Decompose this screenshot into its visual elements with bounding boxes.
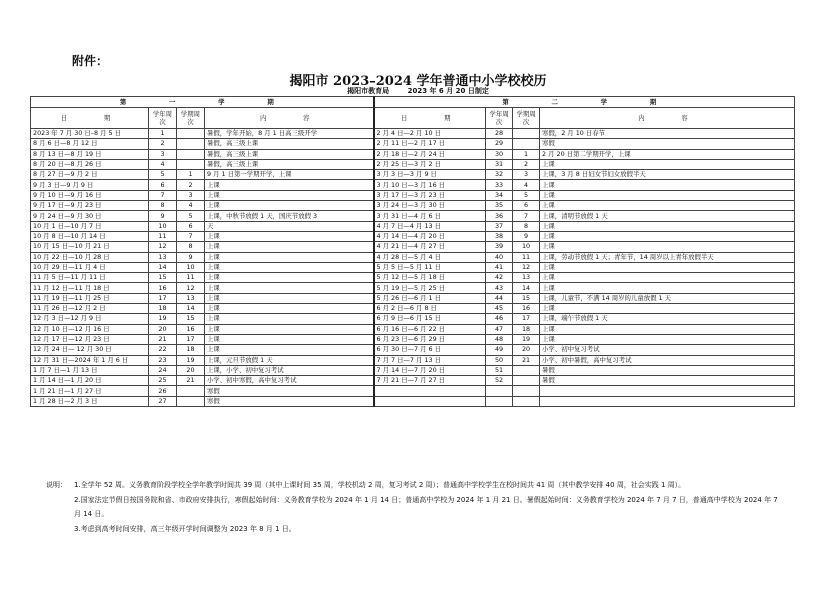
- column-header-row: [31, 108, 795, 129]
- s1-date-cell: 11 月 19 日—11 月 25 日: [31, 293, 149, 303]
- s1-year-week-cell: 7: [149, 190, 177, 200]
- s1-date-cell: 1 月 21 日—1 月 27 日: [31, 386, 149, 396]
- s1-term-week-cell: [177, 159, 205, 169]
- s1-term-week-cell: 9: [177, 252, 205, 262]
- col-content-2: 内 容: [540, 108, 795, 129]
- s2-date-cell: 3 月 3 日—3 月 9 日: [374, 170, 486, 180]
- s2-date-cell: 6 月 30 日—7 月 6 日: [374, 345, 486, 355]
- table-row: [31, 190, 795, 200]
- s2-date-cell: [374, 386, 486, 396]
- note-text: 3.考虑到高考时间安排，高三年级开学时间调整为 2023 年 8 月 1 日。: [74, 524, 296, 533]
- s1-content-cell: 上课: [205, 190, 374, 200]
- s2-date-cell: 6 月 23 日—6 月 29 日: [374, 334, 486, 344]
- s2-date-cell: 4 月 14 日—4 月 20 日: [374, 231, 486, 241]
- s2-content-cell: 上课，3 月 8 日妇女节妇女放假半天: [540, 170, 795, 180]
- s1-year-week-cell: 8: [149, 201, 177, 211]
- s2-content-cell: 暑假: [540, 365, 795, 375]
- s1-year-week-cell: 20: [149, 324, 177, 334]
- table-row: [31, 345, 795, 355]
- table-row: [31, 365, 795, 375]
- s1-content-cell: 上课: [205, 345, 374, 355]
- s1-term-week-cell: 20: [177, 365, 205, 375]
- s2-year-week-cell: 46: [486, 314, 513, 324]
- s2-term-week-cell: [513, 386, 540, 396]
- s2-content-cell: 上课: [540, 201, 795, 211]
- s1-term-week-cell: 4: [177, 201, 205, 211]
- s2-content-cell: 上课，劳动节放假 1 天；青年节，14 周岁以上青年放假半天: [540, 252, 795, 262]
- s1-date-cell: 1 月 28 日—2 月 3 日: [31, 396, 149, 406]
- s2-date-cell: 5 月 19 日—5 月 25 日: [374, 283, 486, 293]
- table-row: [31, 221, 795, 231]
- s1-date-cell: 9 月 10 日—9 月 16 日: [31, 190, 149, 200]
- s1-year-week-cell: 9: [149, 211, 177, 221]
- table-row: [31, 386, 795, 396]
- s1-content-cell: 上课: [205, 180, 374, 190]
- table-row: [31, 314, 795, 324]
- table-row: [31, 283, 795, 293]
- s2-date-cell: 7 月 21 日—7 月 27 日: [374, 376, 486, 386]
- s1-content-cell: 上课: [205, 293, 374, 303]
- table-row: [31, 293, 795, 303]
- s1-term-week-cell: 11: [177, 273, 205, 283]
- s2-year-week-cell: 47: [486, 324, 513, 334]
- table-row: [31, 355, 795, 365]
- s2-term-week-cell: 17: [513, 314, 540, 324]
- s1-year-week-cell: 1: [149, 129, 177, 139]
- s2-term-week-cell: 13: [513, 273, 540, 283]
- s2-content-cell: [540, 396, 795, 406]
- s2-content-cell: 上课: [540, 242, 795, 252]
- s1-year-week-cell: 11: [149, 231, 177, 241]
- s2-term-week-cell: [513, 396, 540, 406]
- table-row: [31, 149, 795, 159]
- s1-content-cell: 寒假: [205, 386, 374, 396]
- table-row: [31, 242, 795, 252]
- s2-term-week-cell: [513, 376, 540, 386]
- table-row: [31, 324, 795, 334]
- note-3: [46, 522, 786, 537]
- note-2: [46, 493, 786, 522]
- table-row: [31, 159, 795, 169]
- s2-term-week-cell: 20: [513, 345, 540, 355]
- s1-year-week-cell: 5: [149, 170, 177, 180]
- note-1: [46, 478, 786, 493]
- s1-year-week-cell: 23: [149, 355, 177, 365]
- s2-date-cell: 5 月 5 日—5 月 11 日: [374, 262, 486, 272]
- s2-date-cell: 2 月 4 日—2 月 10 日: [374, 129, 486, 139]
- s2-term-week-cell: 6: [513, 201, 540, 211]
- s2-term-week-cell: 4: [513, 180, 540, 190]
- s2-content-cell: 上课，清明节放假 1 天: [540, 211, 795, 221]
- s1-term-week-cell: 16: [177, 324, 205, 334]
- s2-term-week-cell: 3: [513, 170, 540, 180]
- s2-content-cell: 上课: [540, 262, 795, 272]
- s1-date-cell: 10 月 15 日—10 月 21 日: [31, 242, 149, 252]
- s2-term-week-cell: 19: [513, 334, 540, 344]
- s1-term-week-cell: 21: [177, 376, 205, 386]
- s1-date-cell: 12 月 24 日— 12 月 30 日: [31, 345, 149, 355]
- s2-content-cell: 上课: [540, 273, 795, 283]
- s1-content-cell: 天: [205, 221, 374, 231]
- s1-content-cell: 暑假，高三级上课: [205, 159, 374, 169]
- s2-year-week-cell: 49: [486, 345, 513, 355]
- s1-content-cell: 寒假: [205, 396, 374, 406]
- s2-content-cell: 上课: [540, 334, 795, 344]
- col-term-week-2: 学期周次: [513, 108, 540, 129]
- s2-content-cell: 上课: [540, 221, 795, 231]
- s1-date-cell: 10 月 29 日—11 月 4 日: [31, 262, 149, 272]
- s2-content-cell: 上课: [540, 159, 795, 169]
- s1-date-cell: 1 月 14 日—1 月 20 日: [31, 376, 149, 386]
- s2-term-week-cell: 10: [513, 242, 540, 252]
- s2-date-cell: 4 月 7 日—4 月 13 日: [374, 221, 486, 231]
- s1-year-week-cell: 25: [149, 376, 177, 386]
- s1-content-cell: 上课: [205, 324, 374, 334]
- s1-content-cell: 上课: [205, 273, 374, 283]
- s2-date-cell: 2 月 18 日—2 月 24 日: [374, 149, 486, 159]
- s1-year-week-cell: 17: [149, 293, 177, 303]
- s2-year-week-cell: 52: [486, 376, 513, 386]
- s2-term-week-cell: 2: [513, 159, 540, 169]
- s1-term-week-cell: 3: [177, 190, 205, 200]
- table-row: [31, 376, 795, 386]
- s1-year-week-cell: 21: [149, 334, 177, 344]
- issue-date: 2023 年 6 月 20 日制定: [407, 87, 489, 95]
- s1-content-cell: 上课: [205, 242, 374, 252]
- s2-content-cell: 上课，端午节放假 1 天: [540, 314, 795, 324]
- s1-term-week-cell: [177, 386, 205, 396]
- s2-term-week-cell: 16: [513, 304, 540, 314]
- s1-date-cell: 12 月 10 日—12 月 16 日: [31, 324, 149, 334]
- semester1-label: 第 一 学 期: [31, 97, 374, 108]
- s1-year-week-cell: 3: [149, 149, 177, 159]
- s2-term-week-cell: 21: [513, 355, 540, 365]
- s2-date-cell: 7 月 7 日—7 月 13 日: [374, 355, 486, 365]
- table-row: [31, 211, 795, 221]
- s1-date-cell: 12 月 31 日—2024 年 1 月 6 日: [31, 355, 149, 365]
- s1-year-week-cell: 4: [149, 159, 177, 169]
- s2-date-cell: 5 月 26 日—6 月 1 日: [374, 293, 486, 303]
- s2-content-cell: 上课: [540, 180, 795, 190]
- s2-term-week-cell: [513, 365, 540, 375]
- s1-date-cell: 1 月 7 日—1 月 13 日: [31, 365, 149, 375]
- s2-term-week-cell: 9: [513, 231, 540, 241]
- s1-year-week-cell: 26: [149, 386, 177, 396]
- s2-year-week-cell: 38: [486, 231, 513, 241]
- s1-date-cell: 11 月 12 日—11 月 18 日: [31, 283, 149, 293]
- s2-term-week-cell: 1: [513, 149, 540, 159]
- s1-term-week-cell: 1: [177, 170, 205, 180]
- note-text: 1.全学年 52 周。义务教育阶段学校全学年教学时间共 39 周（其中上课时间 35 周，学校机动 2 周，复习考试 2 周）；普通高中学校学生在校时间共 41 周（其中教学安排 40 周，社会实践 1 周）。: [74, 481, 686, 489]
- table-row: [31, 262, 795, 272]
- s1-date-cell: 8 月 13 日—8 月 19 日: [31, 149, 149, 159]
- page-title: 揭阳市 2023–2024 学年普通中小学校校历: [289, 74, 547, 89]
- notes-section: [46, 478, 786, 536]
- s1-term-week-cell: [177, 396, 205, 406]
- s1-year-week-cell: 19: [149, 314, 177, 324]
- s2-year-week-cell: 29: [486, 139, 513, 149]
- col-year-week-1: 学年周次: [149, 108, 177, 129]
- s1-term-week-cell: 10: [177, 262, 205, 272]
- s1-content-cell: 上课: [205, 262, 374, 272]
- s2-content-cell: 2 月 20 日第二学期开学，上课: [540, 149, 795, 159]
- s1-term-week-cell: 12: [177, 283, 205, 293]
- s1-term-week-cell: 7: [177, 231, 205, 241]
- s2-year-week-cell: 42: [486, 273, 513, 283]
- s2-date-cell: 3 月 10 日—3 月 16 日: [374, 180, 486, 190]
- s2-date-cell: 3 月 24 日—3 月 30 日: [374, 201, 486, 211]
- s1-year-week-cell: 18: [149, 304, 177, 314]
- publisher: 揭阳市教育局: [347, 87, 390, 95]
- s1-date-cell: 11 月 5 日—11 月 11 日: [31, 273, 149, 283]
- s2-year-week-cell: 51: [486, 365, 513, 375]
- s1-term-week-cell: [177, 129, 205, 139]
- s2-term-week-cell: 8: [513, 221, 540, 231]
- s1-content-cell: 暑假，高三级上课: [205, 139, 374, 149]
- s1-year-week-cell: 13: [149, 252, 177, 262]
- s2-year-week-cell: 33: [486, 180, 513, 190]
- s1-content-cell: 上课，中秋节放假 1 天，国庆节放假 3: [205, 211, 374, 221]
- s1-term-week-cell: 2: [177, 180, 205, 190]
- s2-year-week-cell: 34: [486, 190, 513, 200]
- s2-content-cell: 上课: [540, 304, 795, 314]
- s1-content-cell: 上课，小学、初中复习考试: [205, 365, 374, 375]
- s1-date-cell: 10 月 22 日—10 月 28 日: [31, 252, 149, 262]
- semester-header-row: [31, 97, 795, 108]
- s2-content-cell: 上课: [540, 324, 795, 334]
- s1-term-week-cell: 14: [177, 304, 205, 314]
- subtitle: [0, 86, 836, 96]
- table-row: [31, 180, 795, 190]
- table-row: [31, 231, 795, 241]
- s2-year-week-cell: 39: [486, 242, 513, 252]
- s1-date-cell: 9 月 24 日—9 月 30 日: [31, 211, 149, 221]
- table-row: [31, 304, 795, 314]
- s2-term-week-cell: 12: [513, 262, 540, 272]
- s1-date-cell: 10 月 1 日—10 月 7 日: [31, 221, 149, 231]
- s1-content-cell: 上课: [205, 334, 374, 344]
- note-text: 2.国家法定节假日按国务院和省、市政府安排执行，寒假起始时间：义务教育学校为 2024 年 1 月 14 日；普通高中学校为 2024 年 1 月 21 日。暑假起始时间：义务教育学校为 2024 年 7 月 7 日，普通高中学校为 2024 年 7 月 14 日。: [74, 495, 778, 518]
- s2-date-cell: 7 月 14 日—7 月 20 日: [374, 365, 486, 375]
- s2-year-week-cell: 45: [486, 304, 513, 314]
- s1-year-week-cell: 27: [149, 396, 177, 406]
- attachment-label: 附件：: [72, 54, 109, 68]
- s1-year-week-cell: 12: [149, 242, 177, 252]
- s2-year-week-cell: 32: [486, 170, 513, 180]
- s2-year-week-cell: 41: [486, 262, 513, 272]
- s2-year-week-cell: 50: [486, 355, 513, 365]
- s2-content-cell: 上课: [540, 190, 795, 200]
- s1-content-cell: 上课: [205, 304, 374, 314]
- s2-term-week-cell: [513, 139, 540, 149]
- s1-content-cell: 上课: [205, 314, 374, 324]
- s1-content-cell: 暑假，高三级上课: [205, 149, 374, 159]
- s1-content-cell: 上课: [205, 201, 374, 211]
- s1-year-week-cell: 16: [149, 283, 177, 293]
- s2-year-week-cell: 36: [486, 211, 513, 221]
- s2-year-week-cell: 40: [486, 252, 513, 262]
- s2-content-cell: 上课，儿童节，不满 14 周岁的儿童放假 1 天: [540, 293, 795, 303]
- table-row: [31, 139, 795, 149]
- s2-year-week-cell: 30: [486, 149, 513, 159]
- s1-term-week-cell: 6: [177, 221, 205, 231]
- s2-year-week-cell: 43: [486, 283, 513, 293]
- s1-date-cell: 11 月 26 日—12 月 2 日: [31, 304, 149, 314]
- s1-year-week-cell: 6: [149, 180, 177, 190]
- table-row: [31, 252, 795, 262]
- s2-year-week-cell: [486, 396, 513, 406]
- s2-date-cell: [374, 396, 486, 406]
- s2-content-cell: 暑假: [540, 376, 795, 386]
- s1-content-cell: 上课，元旦节放假 1 天: [205, 355, 374, 365]
- col-content-1: 内 容: [205, 108, 374, 129]
- s1-date-cell: 12 月 3 日—12 月 9 日: [31, 314, 149, 324]
- notes-label: 说明：: [46, 481, 67, 489]
- school-calendar-table: [30, 96, 795, 407]
- s1-content-cell: 小学、初中寒假，高中复习考试: [205, 376, 374, 386]
- s1-year-week-cell: 10: [149, 221, 177, 231]
- table-row: [31, 129, 795, 139]
- s2-content-cell: 寒假，2 月 10 日春节: [540, 129, 795, 139]
- table-row: [31, 273, 795, 283]
- s1-date-cell: 12 月 17 日—12 月 23 日: [31, 334, 149, 344]
- s1-date-cell: 2023 年 7 月 30 日–8 月 5 日: [31, 129, 149, 139]
- s1-date-cell: 8 月 20 日—8 月 26 日: [31, 159, 149, 169]
- s2-date-cell: 6 月 16 日—6 月 22 日: [374, 324, 486, 334]
- s1-year-week-cell: 22: [149, 345, 177, 355]
- s1-content-cell: 上课: [205, 283, 374, 293]
- s2-content-cell: 小学、初中暑假，高中复习考试: [540, 355, 795, 365]
- s2-date-cell: 5 月 12 日—5 月 18 日: [374, 273, 486, 283]
- s1-term-week-cell: [177, 149, 205, 159]
- s1-date-cell: 10 月 8 日—10 月 14 日: [31, 231, 149, 241]
- s2-year-week-cell: [486, 386, 513, 396]
- semester2-label: 第 二 学 期: [374, 97, 795, 108]
- s2-date-cell: 4 月 28 日—5 月 4 日: [374, 252, 486, 262]
- table-row: [31, 396, 795, 406]
- s2-term-week-cell: 18: [513, 324, 540, 334]
- s1-term-week-cell: 19: [177, 355, 205, 365]
- col-year-week-2: 学年周次: [486, 108, 513, 129]
- s2-date-cell: 6 月 9 日—6 月 15 日: [374, 314, 486, 324]
- s2-date-cell: 6 月 2 日—6 月 8 日: [374, 304, 486, 314]
- s2-date-cell: 3 月 17 日—3 月 23 日: [374, 190, 486, 200]
- col-date-2: 日 期: [374, 108, 486, 129]
- s2-year-week-cell: 44: [486, 293, 513, 303]
- s2-date-cell: 2 月 25 日—3 月 2 日: [374, 159, 486, 169]
- s1-content-cell: 暑假，学年开始，8 月 1 日高三级开学: [205, 129, 374, 139]
- s2-year-week-cell: 35: [486, 201, 513, 211]
- s1-year-week-cell: 14: [149, 262, 177, 272]
- s1-date-cell: 8 月 27 日—9 月 2 日: [31, 170, 149, 180]
- s2-year-week-cell: 48: [486, 334, 513, 344]
- table-row: [31, 201, 795, 211]
- table-row: [31, 170, 795, 180]
- s1-content-cell: 9 月 1 日第一学期开学，上课: [205, 170, 374, 180]
- s1-year-week-cell: 24: [149, 365, 177, 375]
- s1-year-week-cell: 2: [149, 139, 177, 149]
- s1-term-week-cell: 15: [177, 314, 205, 324]
- s2-term-week-cell: 14: [513, 283, 540, 293]
- s2-year-week-cell: 28: [486, 129, 513, 139]
- s2-year-week-cell: 31: [486, 159, 513, 169]
- s1-content-cell: 上课: [205, 231, 374, 241]
- s1-term-week-cell: 17: [177, 334, 205, 344]
- s2-term-week-cell: 15: [513, 293, 540, 303]
- s1-date-cell: 9 月 3 日—9 月 9 日: [31, 180, 149, 190]
- s1-term-week-cell: 5: [177, 211, 205, 221]
- s2-content-cell: 寒假: [540, 139, 795, 149]
- s2-date-cell: 3 月 31 日—4 月 6 日: [374, 211, 486, 221]
- col-date-1: 日 期: [31, 108, 149, 129]
- s1-term-week-cell: [177, 139, 205, 149]
- s1-term-week-cell: 13: [177, 293, 205, 303]
- col-term-week-1: 学期周次: [177, 108, 205, 129]
- s2-term-week-cell: 7: [513, 211, 540, 221]
- s2-year-week-cell: 37: [486, 221, 513, 231]
- s1-year-week-cell: 15: [149, 273, 177, 283]
- s2-content-cell: 小学、初中复习考试: [540, 345, 795, 355]
- s2-content-cell: [540, 386, 795, 396]
- s1-term-week-cell: 8: [177, 242, 205, 252]
- s2-date-cell: 2 月 11 日—2 月 17 日: [374, 139, 486, 149]
- s2-term-week-cell: 5: [513, 190, 540, 200]
- s2-content-cell: 上课: [540, 231, 795, 241]
- s2-content-cell: 上课: [540, 283, 795, 293]
- s1-date-cell: 8 月 6 日—8 月 12 日: [31, 139, 149, 149]
- s2-date-cell: 4 月 21 日—4 月 27 日: [374, 242, 486, 252]
- s1-term-week-cell: 18: [177, 345, 205, 355]
- s2-term-week-cell: 11: [513, 252, 540, 262]
- s2-term-week-cell: [513, 129, 540, 139]
- s1-content-cell: 上课: [205, 252, 374, 262]
- table-row: [31, 334, 795, 344]
- s1-date-cell: 9 月 17 日—9 月 23 日: [31, 201, 149, 211]
